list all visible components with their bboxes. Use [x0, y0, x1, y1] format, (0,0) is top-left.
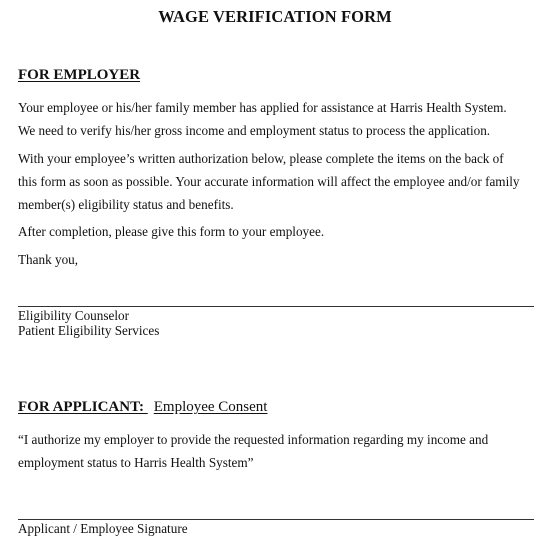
employer-paragraph-3: After completion, please give this form to your employee. — [18, 224, 325, 239]
employer-paragraph-1-line-2: We need to verify his/her gross income and employment status to process the application. — [18, 123, 491, 138]
consent-subheading: Employee Consent — [153, 399, 268, 415]
employer-heading: FOR EMPLOYER — [18, 67, 141, 83]
employer-paragraph-2-line-2: this form as soon as possible. Your accurate information will affect the employee and/or family — [18, 174, 520, 189]
employer-paragraph-1-line-1: Your employee or his/her family member has applied for assistance at Harris Health System. — [18, 100, 507, 115]
consent-statement — [18, 428, 538, 474]
applicant-heading-row — [18, 399, 267, 416]
applicant-heading: FOR APPLICANT: — [18, 399, 144, 415]
employer-paragraph-2-line-1: With your employee’s written authorization below, please complete the items on the back of — [18, 151, 504, 166]
form-title: WAGE VERIFICATION FORM — [158, 7, 392, 26]
employer-paragraph-2 — [18, 147, 538, 216]
applicant-signature-line — [18, 519, 534, 520]
employer-paragraph-1 — [18, 96, 538, 142]
signer-title: Eligibility Counselor — [18, 308, 129, 323]
signer-department: Patient Eligibility Services — [18, 323, 160, 338]
employer-signature-line — [18, 306, 534, 307]
consent-statement-line-2: employment status to Harris Health System” — [18, 455, 254, 470]
employer-paragraph-2-line-3: member(s) eligibility status and benefits. — [18, 197, 234, 212]
applicant-signature-label: Applicant / Employee Signature — [18, 521, 188, 536]
closing-text: Thank you, — [18, 252, 79, 267]
consent-statement-line-1: “I authorize my employer to provide the requested information regarding my income and — [18, 432, 489, 447]
